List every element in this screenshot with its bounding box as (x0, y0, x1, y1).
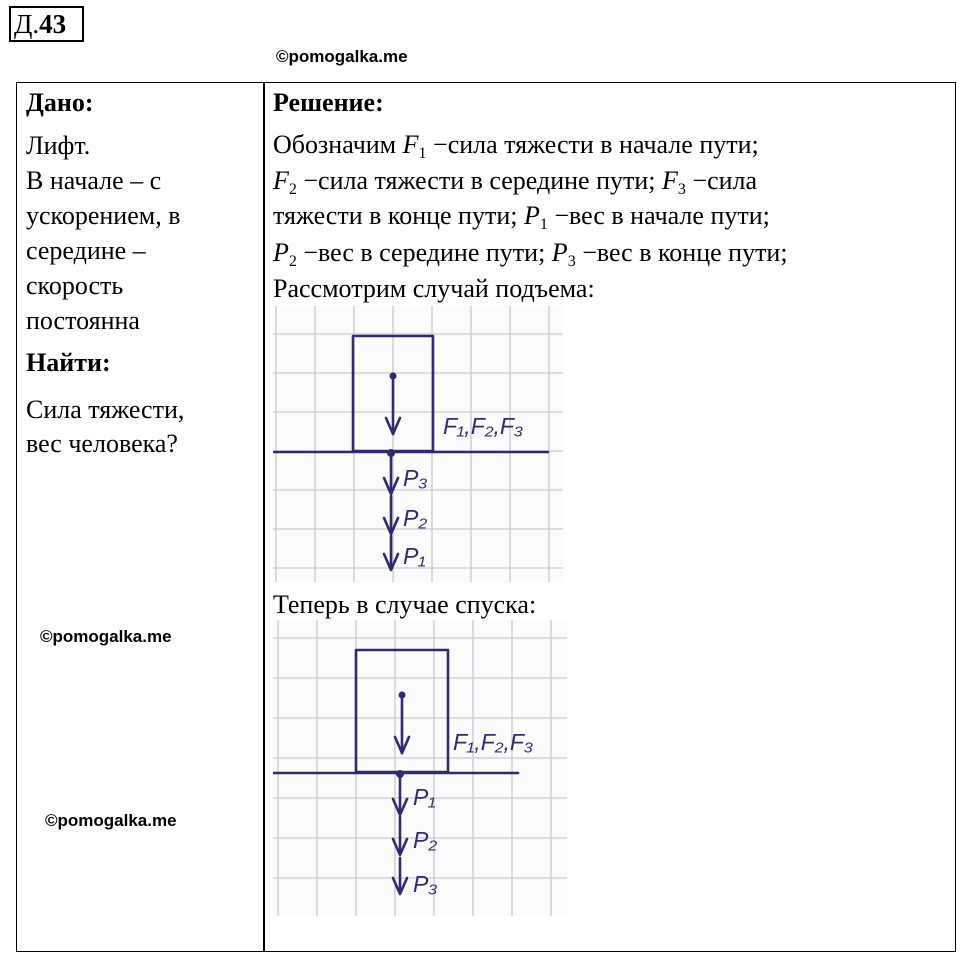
support-point-dot (387, 449, 395, 457)
solution-line-3: тяжести в конце пути; $P_1 -вес$ в начале пути; (273, 201, 770, 233)
problem-label-prefix: Д. (14, 9, 40, 39)
given-line: Лифт. (26, 131, 91, 160)
problem-label-number: 43 (39, 9, 67, 39)
given-line: постоянна (26, 306, 140, 335)
ascent-weight-label: P₃ (403, 465, 428, 491)
given-line: В начале – с (26, 166, 162, 195)
column-divider (263, 82, 265, 952)
solution-line-4: $P_2 -вес$ в середине пути; $P_3 -вес$ в конце пути; (273, 238, 788, 270)
mass-center-dot (390, 373, 397, 380)
watermark-left-middle: ©pomogalka.me (40, 627, 172, 646)
solution-line-1: Обозначим $F_1$ −сила тяжести в начале пути; (273, 130, 759, 162)
find-line: вес человека? (26, 429, 178, 458)
descent-force-label: F₁,F₂,F₃ (453, 729, 534, 755)
watermark-left-bottom: ©pomogalka.me (45, 811, 177, 830)
ascent-weight-label: P₁ (403, 543, 426, 569)
ascent-weight-label: P₂ (403, 505, 428, 531)
descent-weight-label: P₃ (413, 871, 438, 897)
problem-number-label (9, 6, 84, 42)
mass-center-dot (399, 692, 406, 699)
support-point-dot (396, 770, 404, 778)
given-line: ускорением, в (26, 201, 181, 230)
given-line: середине – (26, 236, 146, 265)
solution-heading: Решение: (273, 88, 384, 117)
ascent-intro: Рассмотрим случай подъема: (273, 274, 595, 303)
grid (273, 306, 563, 582)
ascent-sketch-svg (273, 306, 563, 582)
watermark-top: ©pomogalka.me (276, 47, 408, 66)
descent-weight-label: P₁ (413, 784, 436, 810)
given-heading: Дано: (26, 88, 94, 117)
given-line: скорость (26, 271, 124, 300)
find-heading: Найти: (26, 348, 111, 377)
descent-sketch-svg (273, 620, 567, 916)
ascent-force-label: F₁,F₂,F₃ (443, 413, 524, 439)
ascent-sketch (273, 306, 563, 582)
descent-sketch (273, 620, 567, 916)
descent-weight-label: P₂ (413, 827, 438, 853)
solution-line-2: $F_2$ −сила тяжести в середине пути; $F_3$ −сила (273, 166, 758, 198)
drawing (273, 336, 548, 570)
descent-intro: Теперь в случае спуска: (273, 590, 537, 619)
find-line: Сила тяжести, (26, 395, 185, 424)
